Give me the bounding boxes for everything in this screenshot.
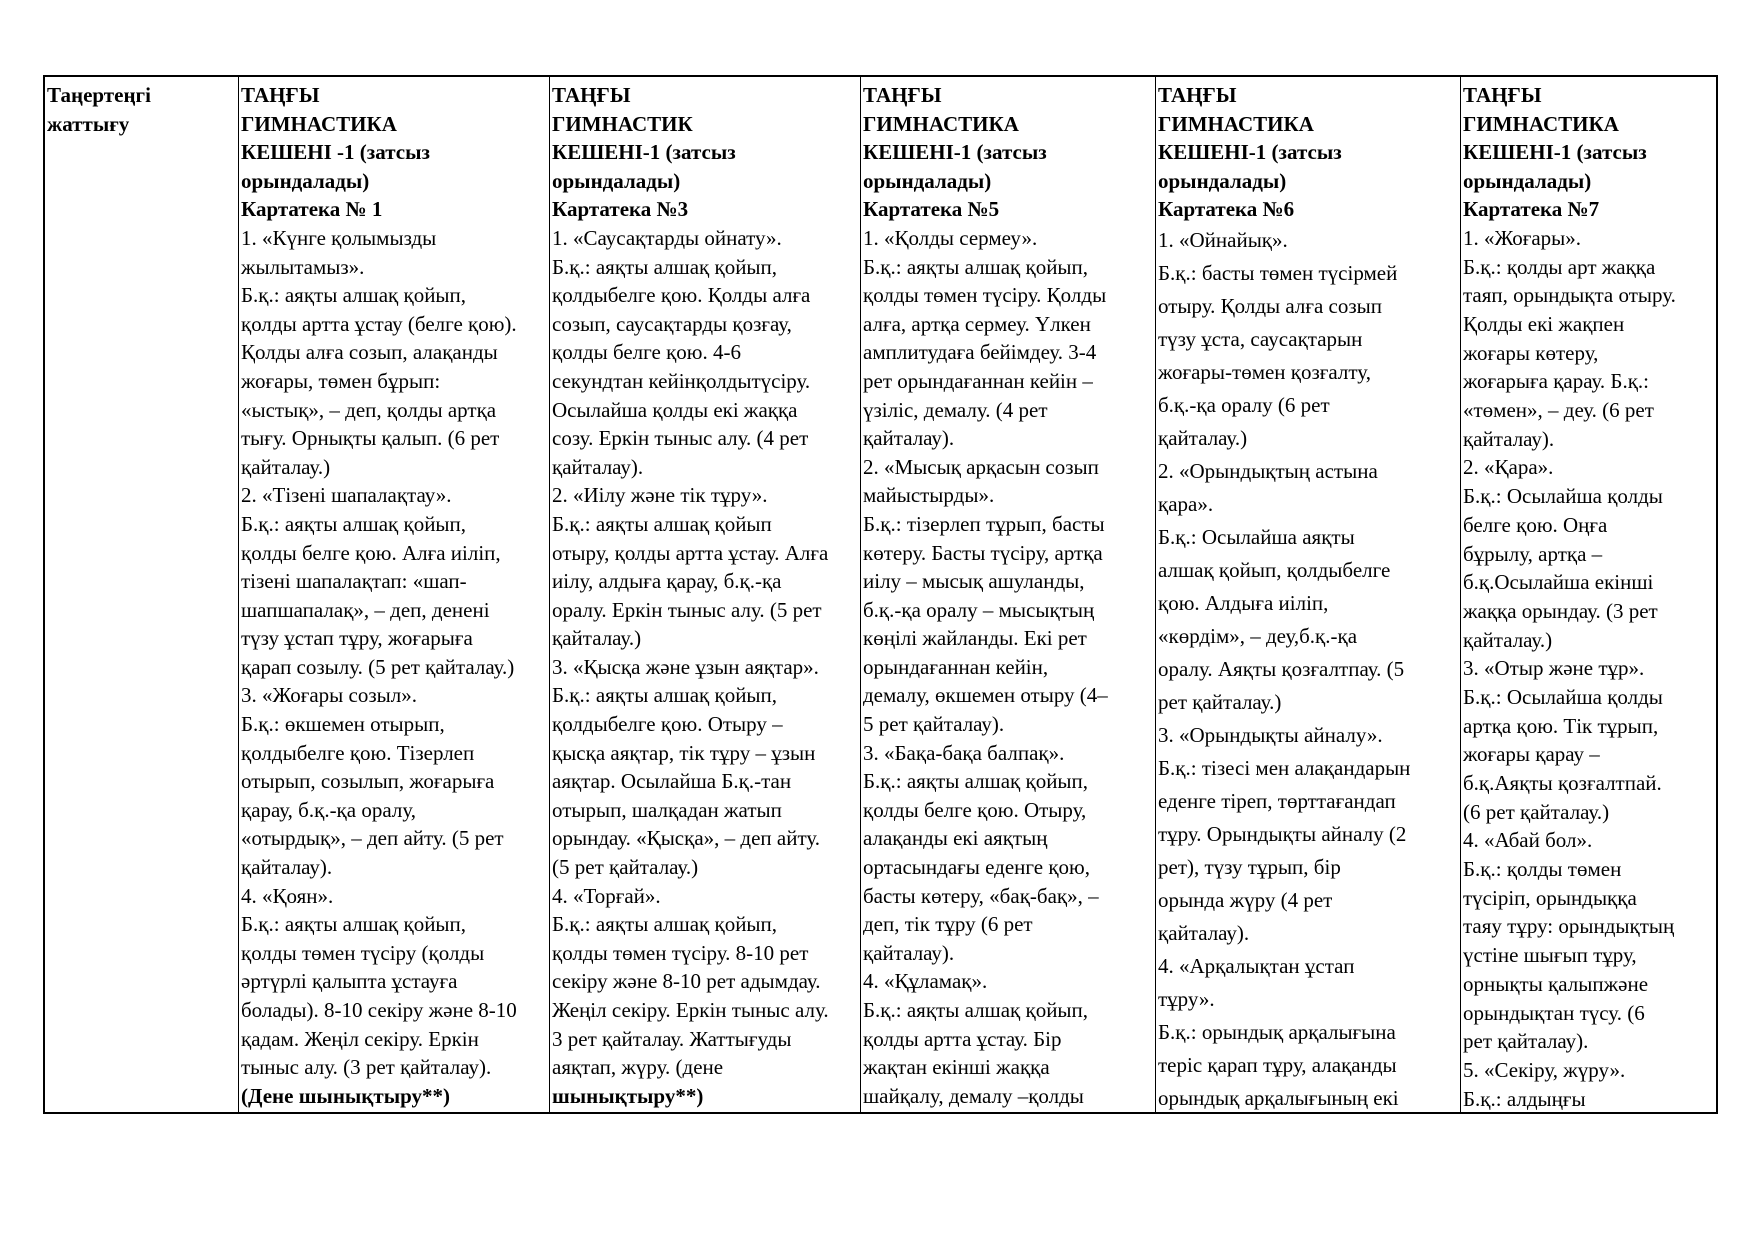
column-header-line: ГИМНАСТИКА [1463, 111, 1619, 136]
exercise-text-line: Б.қ.: басты төмен түсірмей [1158, 260, 1398, 285]
column-header-line: ГИМНАСТИКА [863, 111, 1019, 136]
column-header-line: Картатека №3 [552, 197, 689, 222]
exercise-text-line: Б.қ.: алдыңғы [1463, 1086, 1586, 1111]
exercise-text-line: тыныс алу. (3 рет қайталау). [241, 1055, 492, 1080]
exercise-text-line: алшақ қойып, қолдыбелге [1158, 557, 1391, 582]
exercise-text-line: қара». [1158, 491, 1214, 516]
exercise-text-line: шапшапалақ», – деп, денені [241, 597, 490, 622]
exercise-text-line: қолды төмен түсіру (қолды [241, 940, 485, 965]
exercise-text-line: қолды төмен түсіру. 8-10 рет [552, 940, 809, 965]
exercise-text-line: Б.қ.: өкшемен отырып, [241, 712, 445, 737]
exercise-text-line: амплитудаға бейімдеу. 3-4 [863, 340, 1097, 365]
exercise-text-line: 3. «Орындықты айналу». [1158, 722, 1383, 747]
exercise-column-6 [1156, 77, 1461, 1112]
row-label-cell [45, 77, 239, 1112]
exercise-text-line: б.қ.Осылайша екінші [1463, 570, 1654, 595]
exercise-text-line: «ыстық», – деп, қолды артқа [241, 397, 497, 422]
exercise-text-line: қайталау.) [552, 626, 642, 651]
row-label-line: жаттығу [47, 111, 130, 136]
exercise-text-line: 1. «Ойнайық». [1158, 227, 1288, 252]
exercise-text-line: Б.қ.: Осылайша қолды [1463, 484, 1663, 509]
exercise-text-line: (6 рет қайталау.) [1463, 799, 1610, 824]
column-header-line: Картатека №5 [863, 197, 1000, 222]
exercise-text-line: отырып, созылып, жоғарыға [241, 769, 495, 794]
exercise-text-line: белге қою. Оңға [1463, 512, 1608, 537]
exercise-text-line: жоғары, төмен бұрып: [241, 368, 441, 393]
exercise-column-7 [1461, 77, 1718, 1112]
exercise-text-line: Б.қ.: аяқты алшақ қойып, [863, 998, 1089, 1022]
exercise-text-line: секіру және 8-10 рет адымдау. [552, 969, 821, 994]
exercise-text-line: қадам. Жеңіл секіру. Еркін [241, 1026, 479, 1051]
exercise-text-line: 2. «Тізені шапалақтау». [241, 483, 452, 508]
exercise-text-line: 2. «Иілу және тік тұру». [552, 483, 768, 508]
exercise-text-line: Б.қ.: аяқты алшақ қойып, [863, 254, 1089, 279]
exercise-text-line: үстіне шығып тұру, [1463, 943, 1637, 968]
exercise-text-line: қолдыбелге қою. Отыру – [552, 712, 783, 737]
column-header-line: ТАҢҒЫ [552, 83, 631, 107]
exercise-text-line: 3. «Қысқа және ұзын аяқтар». [552, 654, 819, 679]
exercise-text-line: Б.қ.: қолды арт жаққа [1463, 254, 1656, 279]
exercise-text-line: 3. «Жоғары созыл». [241, 683, 417, 708]
exercise-text-line: таяп, орындықта отыру. [1463, 283, 1676, 308]
exercise-text-line: жоғары-төмен қозғалту, [1158, 359, 1371, 384]
exercise-text-line: көңілі жайланды. Екі рет [863, 626, 1087, 651]
exercise-text-line: Б.қ.: тізесі мен алақандарын [1158, 755, 1411, 780]
exercise-text-line: артқа қою. Тік тұрып, [1463, 713, 1659, 738]
exercise-text-line: оралу. Еркін тыныс алу. (5 рет [552, 597, 822, 622]
exercise-text-line: Б.қ.: аяқты алшақ қойып, [863, 769, 1089, 794]
exercise-text-line: 3. «Бақа-бақа балпақ». [863, 740, 1065, 765]
column-header-line: орындалады) [241, 168, 370, 193]
exercise-text-line: аяқтап, жүру. (дене [552, 1055, 724, 1080]
column-header-line: орындалады) [1158, 168, 1287, 193]
exercise-text-line: Қолды алға созып, алақанды [241, 340, 498, 365]
exercise-text-line: б.қ.-қа оралу – мысықтың [863, 597, 1095, 622]
column-header-line: КЕШЕНІ-1 (затсыз [863, 140, 1047, 165]
exercise-text-line: 4. «Қоян». [241, 883, 334, 908]
exercise-text-line: қолдыбелге қою. Қолды алға [552, 283, 811, 308]
exercise-text-line: «көрдім», – деу,б.қ.-қа [1158, 623, 1358, 648]
exercise-text-line: жылытамыз». [241, 254, 365, 279]
exercise-text-line: Б.қ.: аяқты алшақ қойып, [241, 283, 467, 308]
column-header-line: ТАҢҒЫ [241, 83, 320, 107]
exercise-text-line: қолды белге қою. 4-6 [552, 340, 741, 365]
exercise-text-line: қысқа аяқтар, тік тұру – ұзын [552, 740, 816, 765]
exercise-text-line: қайталау.) [241, 454, 331, 479]
exercise-text-line: қайталау.) [1158, 425, 1248, 450]
exercise-text-line: жоғарыға қарау. Б.қ.: [1463, 369, 1649, 394]
exercise-text-line: қайталау). [863, 940, 955, 965]
exercise-text-line: отырып, шалқадан жатып [552, 797, 782, 822]
exercise-text-line: 3 рет қайталау. Жаттығуды [552, 1026, 792, 1051]
exercise-text-line: Б.қ.: Осылайша аяқты [1158, 524, 1355, 549]
column-header-line: КЕШЕНІ-1 (затсыз [1463, 140, 1647, 165]
exercise-text-line: қайталау). [1463, 426, 1555, 451]
exercise-text-line: Қолды екі жақпен [1463, 312, 1625, 337]
column-header-line: орындалады) [863, 168, 992, 193]
exercise-text-line: 4. «Абай бол». [1463, 828, 1593, 853]
exercise-text-line: Осылайша қолды екі жаққа [552, 397, 798, 422]
exercise-text-line: майыстырды». [863, 483, 995, 508]
exercise-column-1 [239, 77, 550, 1112]
exercise-text-line: 5. «Секіру, жүру». [1463, 1057, 1626, 1082]
exercise-text-line: бұрылу, артқа – [1463, 541, 1603, 566]
exercise-text-line: қайталау). [863, 426, 955, 451]
exercise-text-line: Б.қ.: аяқты алшақ қойып, [552, 254, 778, 279]
exercise-text-line: Б.қ.: Осылайша қолды [1463, 684, 1663, 709]
exercise-text-line: шынықтыру**) [552, 1083, 704, 1108]
exercise-text-line: тізені шапалақтап: «шап- [241, 569, 467, 594]
exercise-text-line: «отырдық», – деп айту. (5 рет [241, 826, 504, 851]
column-header-line: орындалады) [552, 168, 681, 193]
exercise-text-line: «төмен», – деу. (6 рет [1463, 398, 1654, 423]
exercise-text-line: үзіліс, демалу. (4 рет [863, 397, 1048, 422]
exercise-text-line: таяу тұру: орындықтың [1463, 914, 1675, 939]
column-header-line: ТАҢҒЫ [1463, 83, 1542, 107]
exercise-column-3 [550, 77, 861, 1112]
exercise-text-line: 4. «Торғай». [552, 883, 661, 908]
exercise-text-line: Б.қ.: аяқты алшақ қойып, [241, 511, 467, 536]
exercise-text-line: көтеру. Басты түсіру, артқа [863, 540, 1103, 565]
exercise-text-line: түсіріп, орындыққа [1463, 885, 1637, 910]
exercise-text-line: 5 рет қайталау). [863, 712, 1005, 737]
exercise-text-line: қолды артта ұстау (белге қою). [241, 311, 517, 336]
exercise-text-line: 4. «Арқалықтан ұстап [1158, 953, 1355, 978]
exercise-text-line: орындағаннан кейін, [863, 654, 1049, 679]
exercise-text-line: Б.қ.: аяқты алшақ қойып, [552, 912, 778, 937]
exercise-text-line: түзу ұстап тұру, жоғарыға [241, 626, 473, 651]
exercise-text-line: әртүрлі қалыпта ұстауға [241, 969, 458, 994]
exercise-text-line: қолды артта ұстау. Бір [863, 1026, 1062, 1051]
exercise-text-line: қайталау). [552, 454, 644, 479]
exercise-text-line: Б.қ.: аяқты алшақ қойып, [552, 683, 778, 708]
exercise-text-line: деп, тік тұру (6 рет [863, 912, 1033, 937]
exercise-text-line: жаққа орындау. (3 рет [1463, 598, 1658, 623]
column-header-line: орындалады) [1463, 168, 1592, 193]
exercise-text-line: тұру. Орындықты айналу (2 [1158, 821, 1407, 846]
exercise-text-line: (Дене шынықтыру**) [241, 1083, 451, 1108]
exercise-text-line: рет қайталау). [1463, 1029, 1589, 1054]
exercise-text-line: қолдыбелге қою. Тізерлеп [241, 740, 475, 765]
exercise-text-line: 2. «Қара». [1463, 455, 1554, 480]
exercise-text-line: Б.қ.: орындық арқалығына [1158, 1019, 1396, 1044]
column-header-line: ГИМНАСТИКА [1158, 111, 1314, 136]
exercise-text-line: секундтан кейінқолдытүсіру. [552, 368, 811, 393]
column-header-line: Картатека № 1 [241, 197, 383, 222]
column-header-line: КЕШЕНІ -1 (затсыз [241, 140, 430, 165]
exercise-text-line: орындау. «Қысқа», – деп айту. [552, 826, 820, 851]
exercise-text-line: Жеңіл секіру. Еркін тыныс алу. [552, 998, 829, 1022]
exercise-text-line: орында жүру (4 рет [1158, 887, 1333, 912]
exercise-text-line: қайталау). [241, 855, 333, 880]
exercise-text-line: болады). 8-10 секіру және 8-10 [241, 998, 517, 1022]
column-header-line: ГИМНАСТИК [552, 111, 693, 136]
exercise-text-line: иілу, алдыға қарау, б.қ.-қа [552, 569, 782, 594]
exercise-text-line: жоғары көтеру, [1463, 340, 1599, 365]
column-header-line: ТАҢҒЫ [1158, 83, 1237, 107]
exercise-text-line: иілу – мысық ашуланды, [863, 569, 1085, 594]
exercise-text-line: алақанды екі аяқтың [863, 826, 1048, 851]
exercise-text-line: 1. «Жоғары». [1463, 225, 1582, 250]
column-header-line: ГИМНАСТИКА [241, 111, 397, 136]
exercise-text-line: еденге тіреп, төрттағандап [1158, 788, 1396, 813]
exercise-text-line: шайқалу, демалу –қолды [863, 1083, 1084, 1108]
exercise-column-5 [861, 77, 1156, 1112]
exercise-text-line: 4. «Құламақ». [863, 969, 988, 994]
column-header-line: КЕШЕНІ-1 (затсыз [552, 140, 736, 165]
exercise-text-line: Б.қ.: аяқты алшақ қойып, [241, 912, 467, 937]
exercise-text-line: 1. «Саусақтарды ойнату». [552, 225, 782, 250]
exercise-text-line: Б.қ.: қолды төмен [1463, 857, 1622, 882]
exercise-text-line: қолды төмен түсіру. Қолды [863, 283, 1107, 308]
exercise-text-line: Б.қ.: аяқты алшақ қойып [552, 511, 772, 536]
column-header-line: КЕШЕНІ-1 (затсыз [1158, 140, 1342, 165]
exercise-text-line: қолды белге қою. Отыру, [863, 797, 1087, 822]
exercise-text-line: тығу. Орнықты қалып. (6 рет [241, 426, 500, 451]
exercise-text-line: 2. «Орындықтың астына [1158, 458, 1378, 483]
exercise-text-line: алға, артқа сермеу. Үлкен [863, 311, 1091, 336]
exercise-text-line: қайталау). [1158, 920, 1250, 945]
exercise-text-line: (5 рет қайталау.) [552, 855, 699, 880]
exercise-text-line: 1. «Қолды сермеу». [863, 225, 1038, 250]
exercise-text-line: қолды белге қою. Алға иіліп, [241, 540, 501, 565]
exercise-text-line: 3. «Отыр және тұр». [1463, 656, 1645, 681]
exercise-text-line: орнықты қалыпжәне [1463, 971, 1649, 996]
exercise-text-line: жоғары қарау – [1463, 742, 1600, 767]
exercise-text-line: отыру, қолды артта ұстау. Алға [552, 540, 829, 565]
exercise-text-line: жақтан екінші жаққа [863, 1055, 1050, 1080]
exercise-text-line: оралу. Аяқты қозғалтпау. (5 [1158, 656, 1405, 681]
exercise-text-line: түзу ұста, саусақтарын [1158, 326, 1363, 351]
exercise-text-line: б.қ.Аяқты қозғалтпай. [1463, 771, 1662, 796]
exercise-text-line: 2. «Мысық арқасын созып [863, 454, 1099, 479]
exercise-text-line: қарау, б.қ.-қа оралу, [241, 797, 416, 822]
row-label-line: Таңертеңгі [47, 83, 151, 107]
exercise-text-line: б.қ.-қа оралу (6 рет [1158, 392, 1330, 417]
column-header-line: Картатека №7 [1463, 197, 1600, 222]
exercise-text-line: қайталау.) [1463, 627, 1553, 652]
exercise-text-line: созып, саусақтарды қозғау, [552, 311, 792, 336]
exercise-text-line: орындық арқалығының екі [1158, 1085, 1399, 1110]
exercise-text-line: рет орындағаннан кейін – [863, 368, 1093, 393]
exercise-text-line: 1. «Күнге қолымызды [241, 225, 437, 250]
exercise-text-line: демалу, өкшемен отыру (4– [863, 683, 1108, 708]
column-header-line: ТАҢҒЫ [863, 83, 942, 107]
exercise-text-line: рет), түзу тұрып, бір [1158, 854, 1341, 879]
exercise-text-line: қарап созылу. (5 рет қайталау.) [241, 654, 515, 679]
exercise-text-line: теріс қарап тұру, алақанды [1158, 1052, 1397, 1077]
schedule-table [43, 75, 1718, 1114]
exercise-text-line: аяқтар. Осылайша Б.қ.-тан [552, 769, 792, 794]
exercise-text-line: басты көтеру, «бақ-бақ», – [863, 883, 1099, 908]
exercise-text-line: орындықтан түсу. (6 [1463, 1000, 1645, 1025]
exercise-text-line: созу. Еркін тыныс алу. (4 рет [552, 426, 809, 451]
exercise-text-line: Б.қ.: тізерлеп тұрып, басты [863, 511, 1105, 536]
exercise-text-line: отыру. Қолды алға созып [1158, 293, 1383, 318]
exercise-text-line: қою. Алдыға иіліп, [1158, 590, 1329, 615]
exercise-text-line: тұру». [1158, 986, 1215, 1011]
column-header-line: Картатека №6 [1158, 197, 1295, 222]
exercise-text-line: ортасындағы еденге қою, [863, 855, 1090, 880]
exercise-text-line: рет қайталау.) [1158, 689, 1282, 714]
